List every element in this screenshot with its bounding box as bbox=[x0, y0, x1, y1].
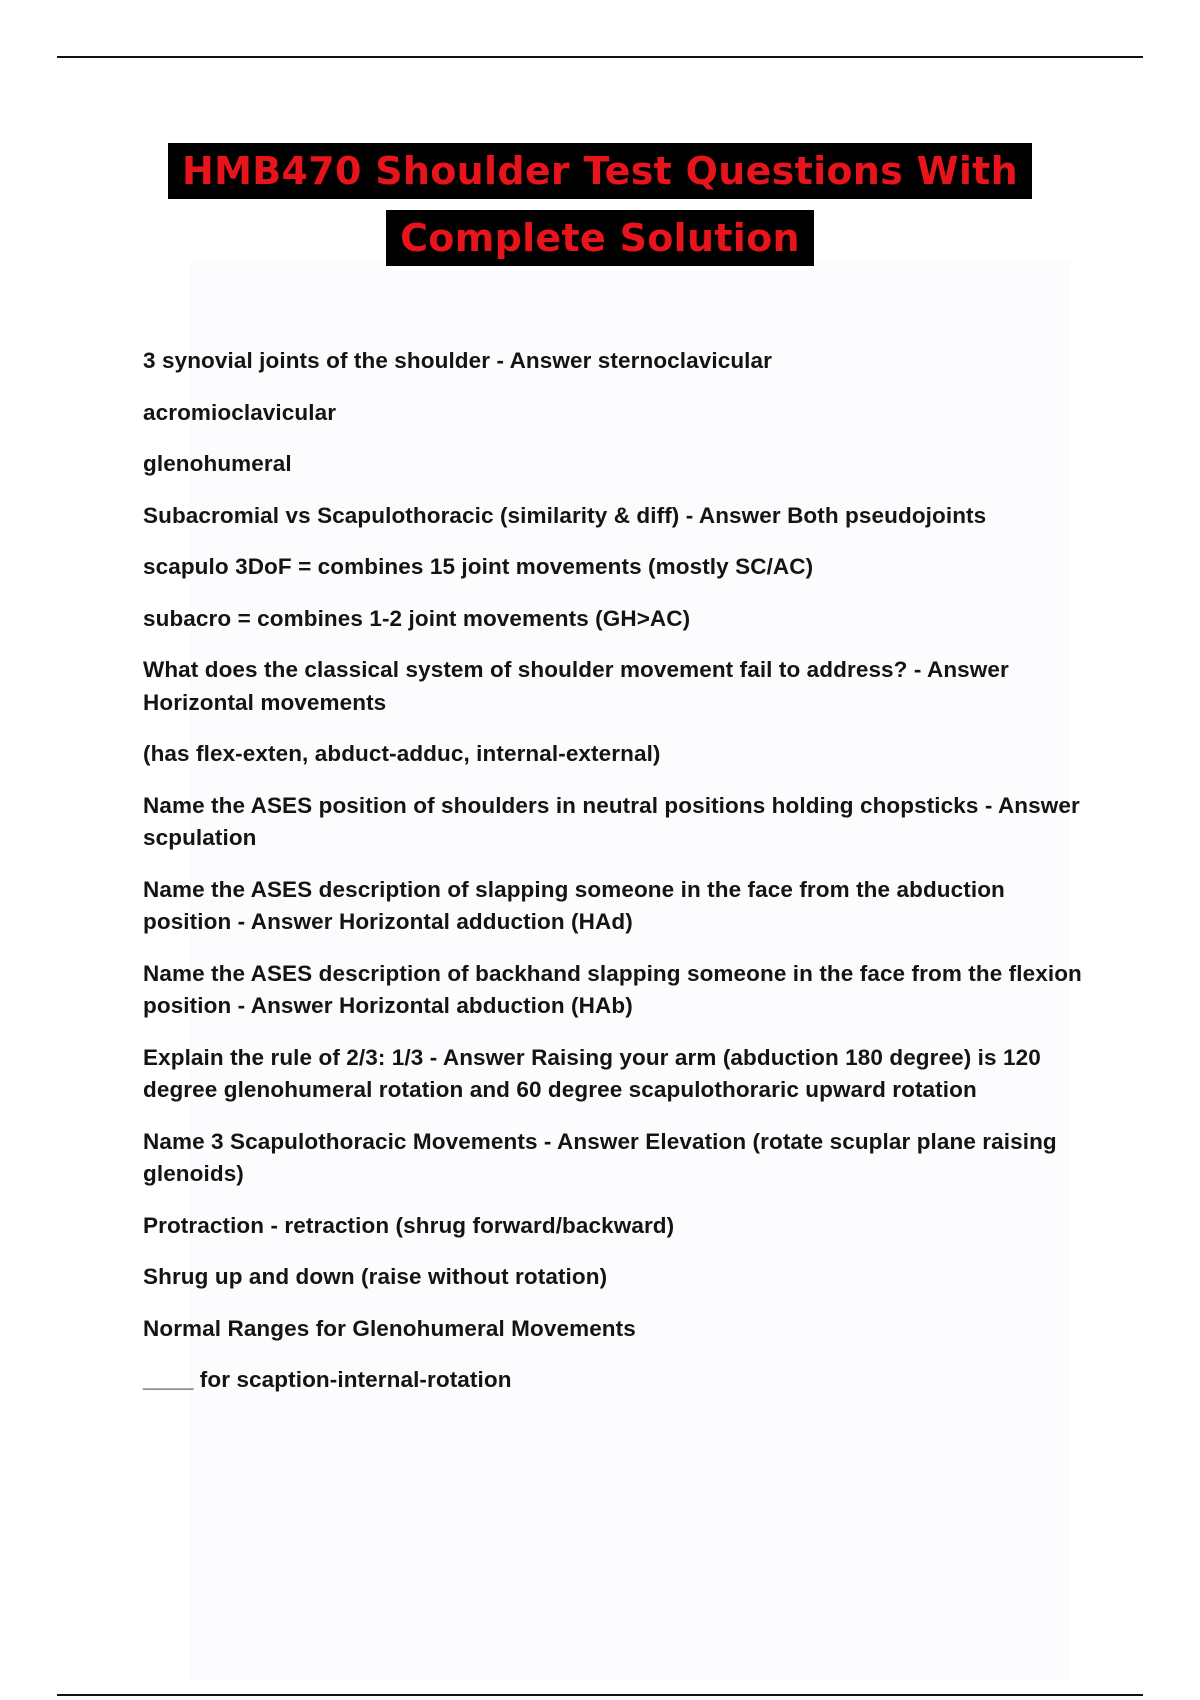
document-title-line-2: Complete Solution bbox=[386, 210, 814, 266]
paragraph: Shrug up and down (raise without rotation) bbox=[143, 1264, 608, 1289]
paragraph: subacro = combines 1-2 joint movements (GH>AC) bbox=[143, 605, 691, 631]
paragraph: Name the ASES position of shoulders in neutral positions holding chopsticks - Answer scpulation bbox=[143, 792, 1080, 850]
paragraph: Subacromial vs Scapulothoracic (similarity & diff) - Answer Both pseudojoints bbox=[143, 502, 987, 528]
top-rule bbox=[57, 56, 1143, 58]
bottom-rule bbox=[57, 1694, 1143, 1696]
document-body bbox=[143, 345, 1083, 1416]
paragraph: (has flex-exten, abduct-adduc, internal-external) bbox=[143, 741, 661, 766]
paragraph: Name the ASES description of backhand slapping someone in the face from the flexion position - Answer Horizontal abduction (HAb) bbox=[143, 960, 1082, 1018]
paragraph: acromioclavicular bbox=[143, 399, 337, 425]
document-title-line-1: HMB470 Shoulder Test Questions With bbox=[168, 143, 1032, 199]
paragraph: ____ for scaption-internal-rotation bbox=[143, 1367, 512, 1392]
paragraph: Protraction - retraction (shrug forward/backward) bbox=[143, 1212, 675, 1238]
paragraph: What does the classical system of shoulder movement fail to address? - Answer Horizontal movements bbox=[143, 657, 1009, 715]
document-title-line-1-wrap bbox=[0, 143, 1200, 199]
paragraph: 3 synovial joints of the shoulder - Answer sternoclavicular bbox=[143, 348, 772, 373]
paragraph: scapulo 3DoF = combines 15 joint movements (mostly SC/AC) bbox=[143, 554, 814, 579]
paragraph: Name 3 Scapulothoracic Movements - Answer Elevation (rotate scuplar plane raising glenoids) bbox=[143, 1128, 1057, 1186]
paragraph: glenohumeral bbox=[143, 451, 292, 476]
paragraph: Explain the rule of 2/3: 1/3 - Answer Raising your arm (abduction 180 degree) is 120 degree glenohumeral rotation and 60 degree scapulothoraric upward rotation bbox=[143, 1044, 1041, 1102]
document-title-line-2-wrap bbox=[0, 210, 1200, 266]
paragraph: Name the ASES description of slapping someone in the face from the abduction position - Answer Horizontal adduction (HAd) bbox=[143, 876, 1005, 934]
paragraph: Normal Ranges for Glenohumeral Movements bbox=[143, 1315, 636, 1341]
